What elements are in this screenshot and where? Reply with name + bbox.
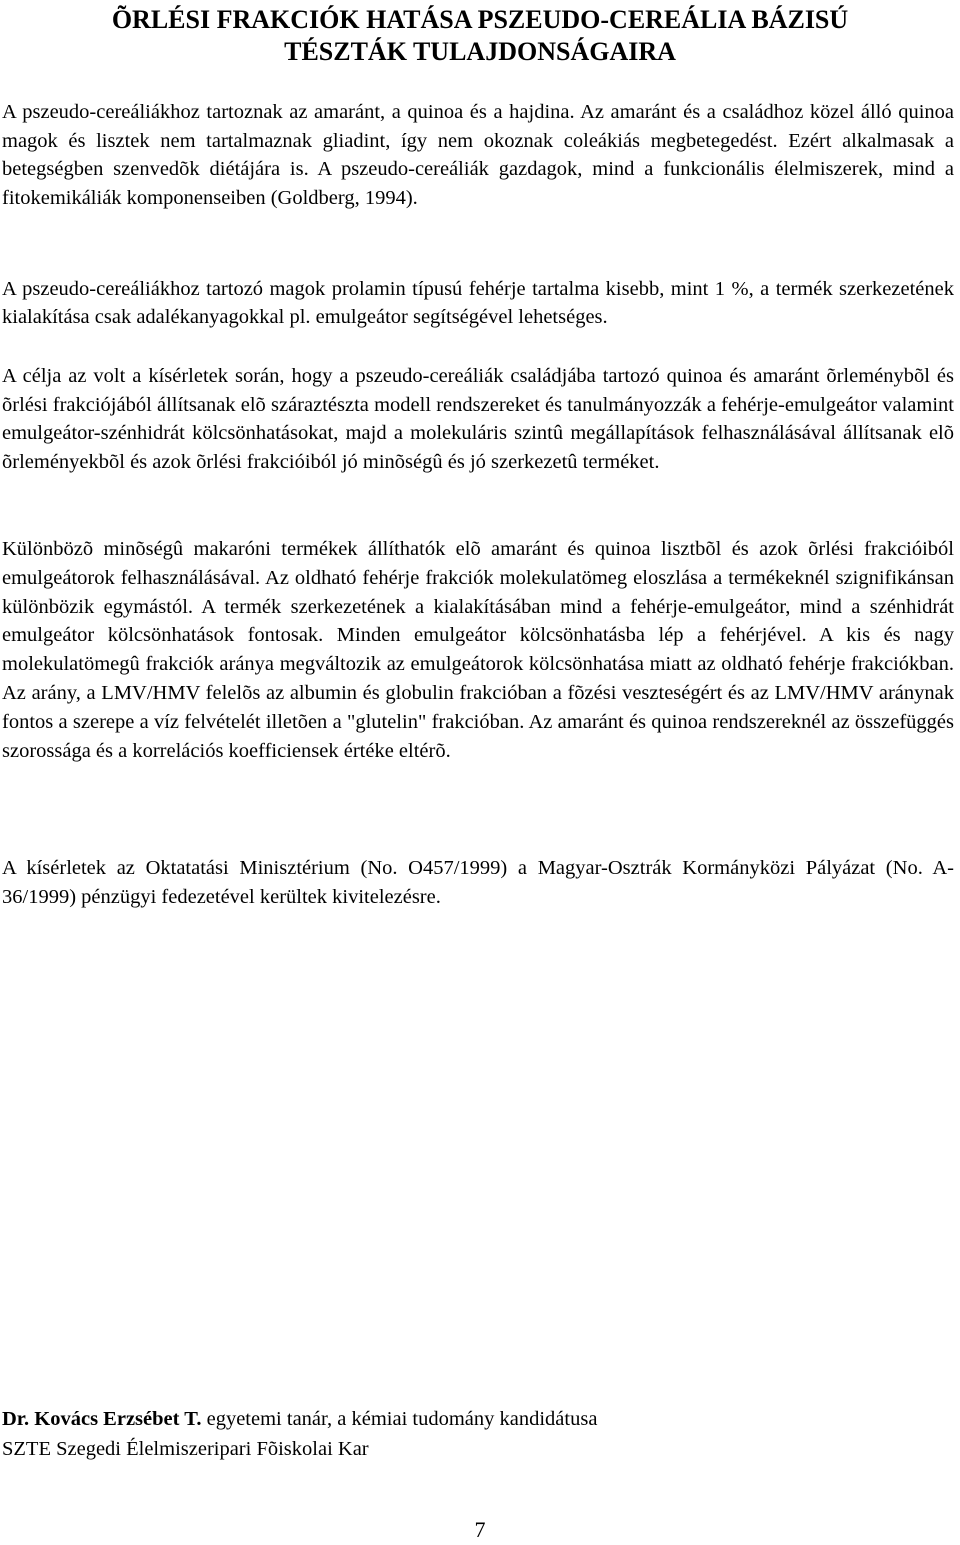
author-block — [2, 1404, 954, 1464]
title-line-1: ÕRLÉSI FRAKCIÓK HATÁSA PSZEUDO-CEREÁLIA BÁZISÚ — [111, 5, 849, 34]
author-role: egyetemi tanár, a kémiai tudomány kandidátusa — [201, 1408, 598, 1430]
paragraph-prolamin: A pszeudo-cereáliákhoz tartozó magok prolamin típusú fehérje tartalma kisebb, mint 1 %, a termék szerkezetének kialakítása csak adalékanyagokkal pl. emulgeátor segítségével lehetséges. — [2, 278, 954, 328]
paragraph-intro: A pszeudo-cereáliákhoz tartoznak az amaránt, a quinoa és a hajdina. Az amaránt és a családhoz közel álló quinoa magok és lisztek nem tartalmaznak gliadint, így nem okoznak coleákiás megbetegedést. Ezért alkalmasak a betegségben szenvedõk diétájára is. A pszeudo-cereáliák gazdagok, mind a funkcionális élelmiszerek, mind a fitokemikáliák komponenseiben (Goldberg, 1994). — [2, 101, 954, 209]
paragraph-results: Különbözõ minõségû makaróni termékek állíthatók elõ amaránt és quinoa lisztbõl és azok õrlési frakcióiból emulgeátorok felhasználásával. Az oldható fehérje frakciók molekulatömeg eloszlása a termékeknél szignifikánsan különbözik egymástól. A termék szerkezetének a kialakításában mind a fehérje-emulgeátor, mind a szénhidrát emulgeátor kölcsönhatások fontosak. Minden emulgeátor kölcsönhatásba lép a fehérjével. A kis és nagy molekulatömegû frakciók aránya megváltozik az emulgeátorok kölcsönhatása miatt az oldható fehérje frakciókban. Az arány, a LMV/HMV felelõs az albumin és globulin frakcióban a fõzési veszteségért és az LMV/HMV aránynak fontos a szerepe a víz felvételét illetõen a "glutelin" frakcióban. Az amaránt és quinoa rendszereknél az összefüggés szorossága és a korrelációs koefficiensek értéke eltérõ. — [2, 538, 954, 762]
paragraph-aim: A célja az volt a kísérletek során, hogy a pszeudo-cereáliák családjába tartozó quinoa és amaránt õrleménybõl és õrlési frakciójából állítsanak elõ száraztészta modell rendszereket és tanulmányozzák a fehérje-emulgeátor valamint emulgeátor-szénhidrát kölcsönhatásokat, majd a molekuláris szintû megállapítások felhasználásával állítsanak elõ õrleményekbõl és azok õrlési frakcióiból jó minõségû és jó szerkezetû terméket. — [2, 365, 954, 473]
author-institution: SZTE Szegedi Élelmiszeripari Fõiskolai Kar — [2, 1438, 369, 1460]
document-title — [0, 4, 960, 68]
page-number: 7 — [474, 1517, 486, 1542]
paragraph-funding: A kísérletek az Oktatatási Minisztérium (No. O457/1999) a Magyar-Osztrák Kormányközi Pályázat (No. A-36/1999) pénzügyi fedezetével kerültek kivitelezésre. — [2, 857, 954, 908]
author-name: Dr. Kovács Erzsébet T. — [2, 1408, 202, 1430]
title-line-2: TÉSZTÁK TULAJDONSÁGAIRA — [284, 37, 676, 66]
